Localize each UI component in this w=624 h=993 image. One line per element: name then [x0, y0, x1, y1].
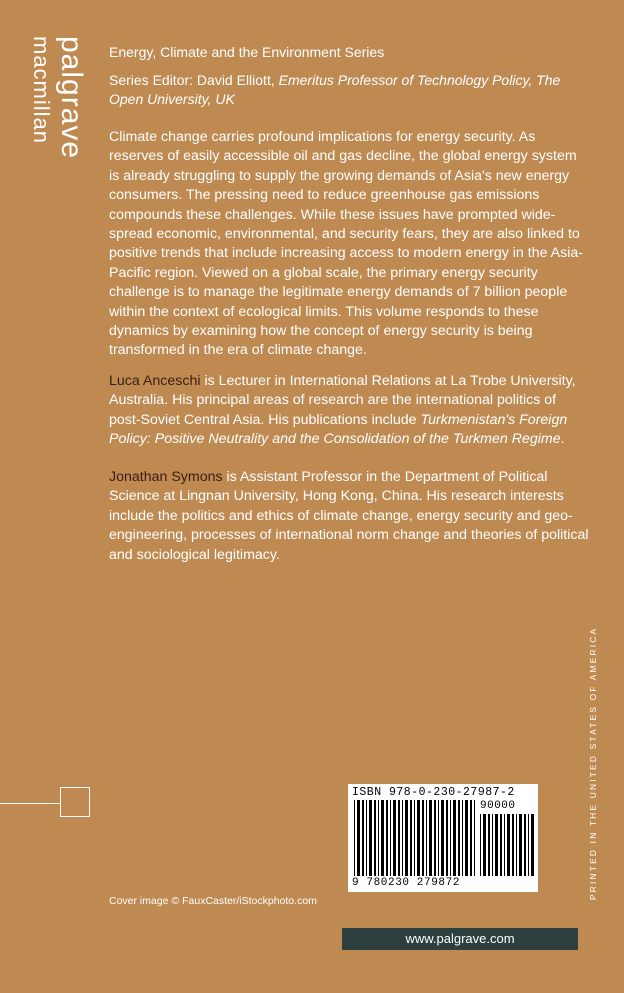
- author-name-2: Jonathan Symons: [109, 469, 223, 485]
- decorative-line: [0, 803, 60, 804]
- author-book-title: Turkmenistan's Foreign Policy: Positive Neutrality and the Consolidation of the Turkmen Regime: [109, 411, 568, 448]
- series-editor-role: Emeritus Professor of Technology Policy, The Open University, UK: [109, 72, 561, 107]
- series-editor-prefix: Series Editor: David Elliott,: [109, 72, 279, 88]
- series-editor: [109, 71, 579, 109]
- isbn-barcode: [348, 784, 538, 892]
- author-bio-1-text: is Lecturer in International Relations at La Trobe University, Australia. His principal areas of research are the international politics of post-Soviet Central Asia. His publications include: [109, 373, 576, 428]
- author-bio-2-text: is Assistant Professor in the Department of Political Science at Lingnan University, Hong Kong, China. His research interests include the politics and ethics of climate change, energy security and geo-engineering, processes of international norm change and theories of political and sociological legitimacy.: [109, 469, 589, 563]
- author-name-1: Luca Anceschi: [109, 373, 201, 389]
- printed-in-notice: PRINTED IN THE UNITED STATES OF AMERICA: [588, 626, 598, 900]
- decorative-square: [60, 787, 90, 817]
- cover-image-credit: Cover image © FauxCaster/iStockphoto.com: [109, 895, 317, 907]
- logo-macmillan: macmillan: [29, 36, 54, 145]
- author-bio-2: [109, 468, 589, 565]
- price-code: 90000: [480, 800, 516, 812]
- website-url: www.palgrave.com: [405, 931, 515, 946]
- book-blurb: Climate change carries profound implications for energy security. As reserves of easily accessible oil and gas decline, the global energy system is already struggling to supply the growing demands of Asia's new energy consumers. The pressing need to reduce greenhouse gas emissions compounds these challenges. While these issues have prompted widespread economic, environmental, and security fears, they are also linked to positive trends that include increasing access to modern energy in the Asia-Pacific region. Viewed on a global scale, the primary energy security challenge is to manage the legitimate energy demands of 7 billion people within the context of ecological limits. This volume responds to these dynamics by examining how the concept of energy security is being transformed in the era of climate change.: [109, 129, 583, 359]
- publisher-logo: [22, 36, 86, 186]
- series-title: Energy, Climate and the Environment Series: [109, 44, 385, 60]
- website-bar: [342, 928, 578, 950]
- author-bio-1: [109, 372, 589, 450]
- author-bio-1-end: .: [560, 431, 565, 448]
- barcode-bars-main: [354, 800, 476, 876]
- ean-digits: 9 780230 279872: [352, 877, 461, 889]
- barcode-bars-addon: [480, 814, 534, 876]
- isbn-label: ISBN 978-0-230-27987-2: [352, 786, 515, 799]
- logo-palgrave: palgrave: [55, 36, 88, 160]
